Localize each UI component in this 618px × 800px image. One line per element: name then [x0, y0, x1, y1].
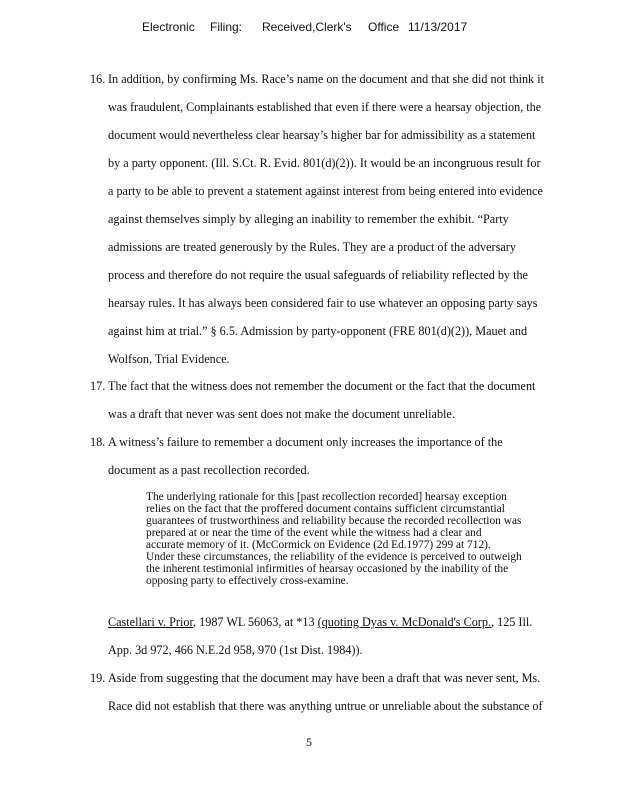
citation-line — [108, 615, 598, 629]
paragraph-number: 19. — [90, 671, 106, 685]
citation-text: , 1987 WL 56063, at *13 — [193, 615, 318, 629]
quote-line: prepared at or near the time of the event while the witness had a clear and — [146, 527, 482, 539]
paragraph-line: In addition, by confirming Ms. Race’s name on the document and that she did not think it — [108, 72, 544, 86]
header-received: Received,Clerk's — [262, 20, 352, 34]
header-office: Office — [368, 20, 400, 34]
paragraph-number: 16. — [90, 72, 106, 86]
paragraph-line: admissions are treated generously by the Rules. They are a product of the adversary — [108, 240, 516, 254]
paragraph-line: Aside from suggesting that the document may have been a draft that was never sent, Ms. — [108, 671, 541, 685]
paragraph-number: 18. — [90, 435, 106, 449]
quote-line: relies on the fact that the proffered document contains sufficient circumstantial — [146, 503, 505, 515]
quote-line: Under these circumstances, the reliability of the evidence is perceived to outweigh — [146, 551, 522, 563]
paragraph-line: hearsay rules. It has always been considered fair to use whatever an opposing party says — [108, 296, 538, 310]
paragraph-line: document would nevertheless clear hearsay’s higher bar for admissibility as a statement — [108, 128, 536, 142]
quote-line: guarantees of trustworthiness and reliability because the recorded recollection was — [146, 515, 522, 527]
paragraph-line: a party to be able to prevent a statement against interest from being entered into evidence — [108, 184, 543, 198]
quoted-case: (quoting Dyas v. McDonald's Corp. — [317, 615, 491, 629]
header-date: 11/13/2017 — [408, 20, 468, 34]
filing-header — [142, 20, 502, 34]
quote-line: opposing party to effectively cross-examine. — [146, 575, 349, 587]
paragraph-number: 17. — [90, 379, 106, 393]
citation-line: App. 3d 972, 466 N.E.2d 958, 970 (1st Dist. 1984)). — [108, 643, 363, 657]
case-name: Castellari v. Prior — [108, 615, 194, 629]
citation-text: , 125 Ill. — [491, 615, 533, 629]
paragraph-line: A witness’s failure to remember a document only increases the importance of the — [108, 435, 503, 449]
paragraph-line: The fact that the witness does not remember the document or the fact that the document — [108, 379, 536, 393]
header-filing: Filing: — [210, 20, 243, 34]
paragraph-line: process and therefore do not require the usual safeguards of reliability reflected by the — [108, 268, 528, 282]
quote-line: the inherent testimonial infirmities of hearsay occasioned by the inability of the — [146, 563, 509, 575]
paragraph-line: against themselves simply by alleging an inability to remember the exhibit. “Party — [108, 212, 509, 226]
paragraph-line: was fraudulent, Complainants established that even if there were a hearsay objection, the — [108, 100, 542, 114]
paragraph-line: was a draft that never was sent does not make the document unreliable. — [108, 407, 455, 421]
paragraph-line: Wolfson, Trial Evidence. — [108, 352, 230, 366]
paragraph-line: document as a past recollection recorded. — [108, 463, 310, 477]
paragraph-line: Race did not establish that there was anything untrue or unreliable about the substance of — [108, 699, 543, 713]
paragraph-line: by a party opponent. (Ill. S.Ct. R. Evid. 801(d)(2)). It would be an incongruous result for — [108, 156, 541, 170]
quote-line: accurate memory of it. (McCormick on Evidence (2d Ed.1977) 299 at 712). — [146, 539, 491, 551]
header-electronic: Electronic — [142, 20, 195, 34]
page-number: 5 — [306, 735, 312, 749]
quote-line: The underlying rationale for this [past recollection recorded] hearsay exception — [146, 491, 507, 503]
paragraph-line: against him at trial.” § 6.5. Admission by party-opponent (FRE 801(d)(2)), Mauet and — [108, 324, 528, 338]
